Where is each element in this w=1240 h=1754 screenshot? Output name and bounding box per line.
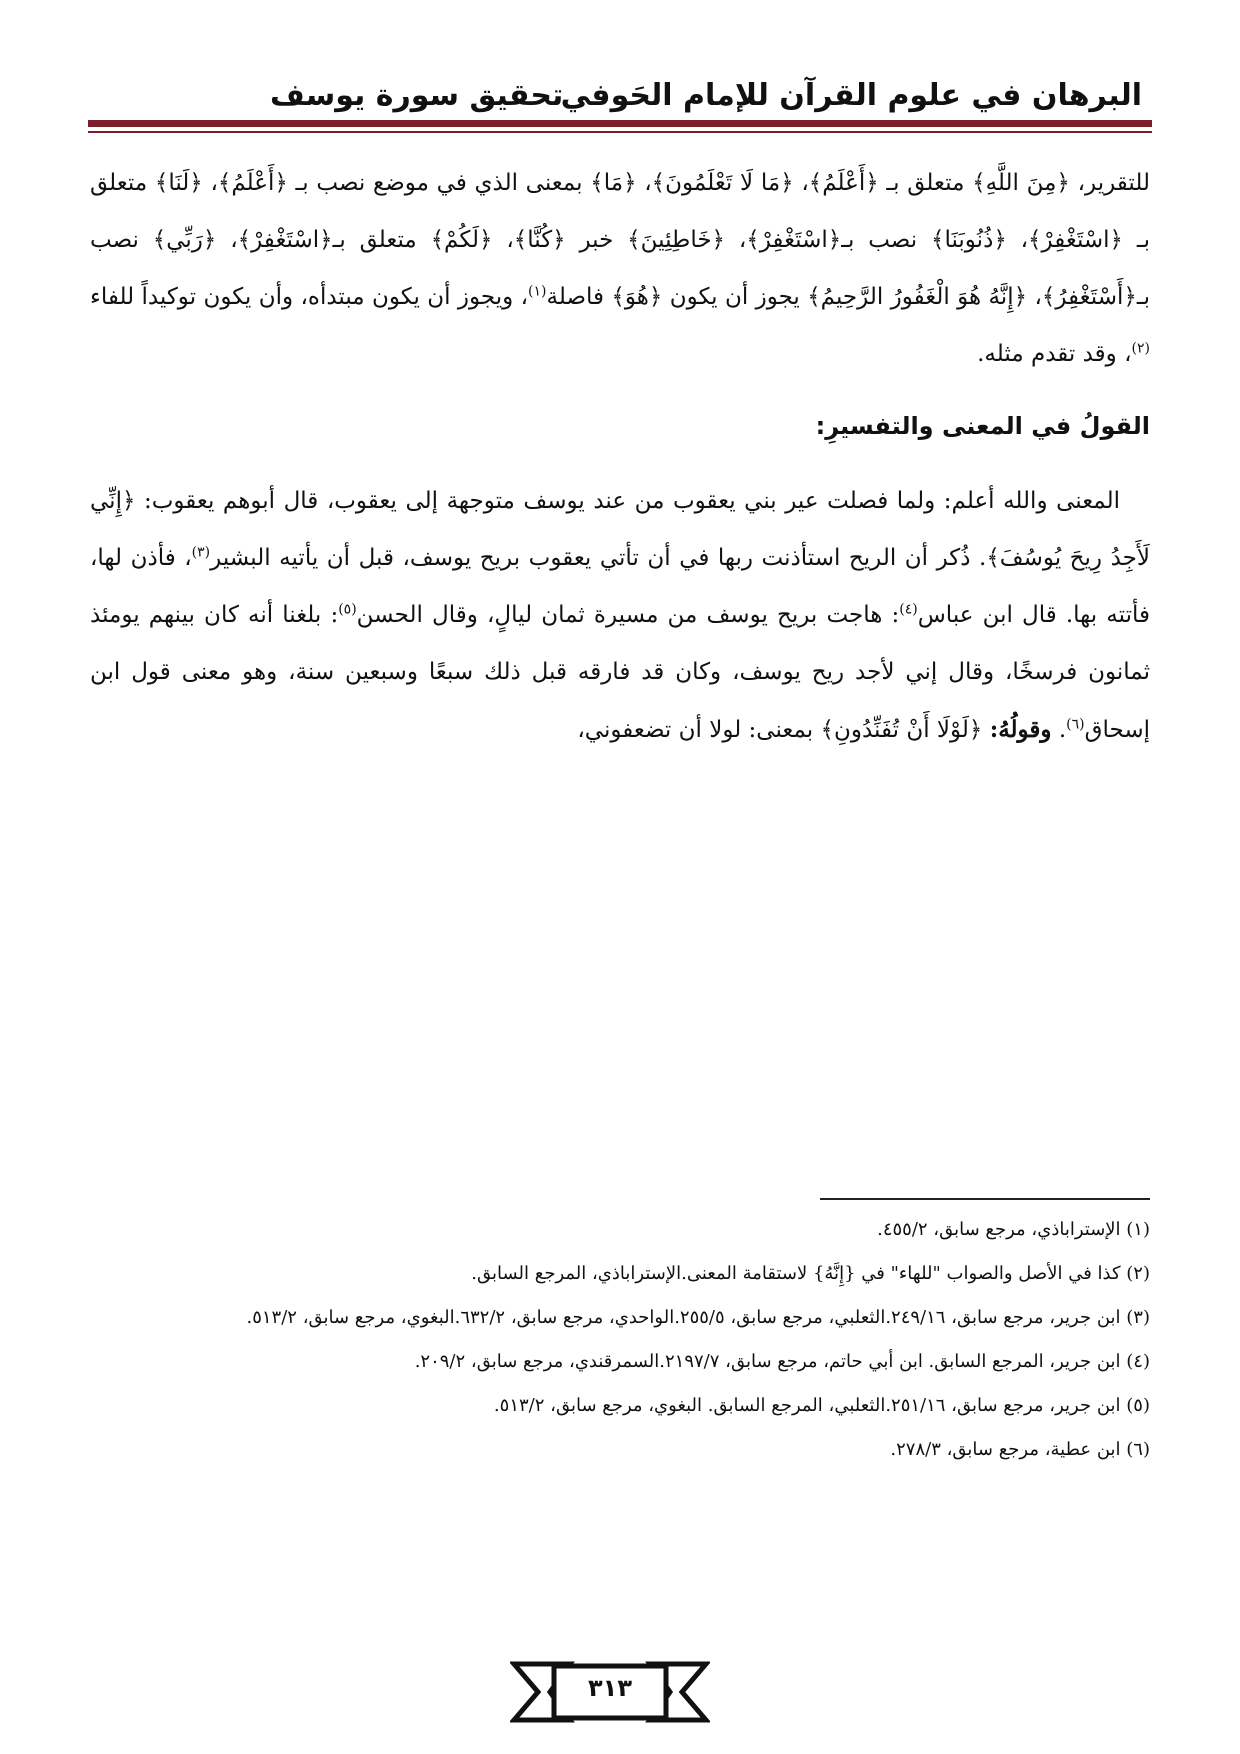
paragraph-text: ، فأذن لها، فأتته بها. قال ابن عباس — [90, 545, 1150, 628]
book-title: البرهان في علوم القرآن للإمام الحَوفي — [560, 78, 1142, 113]
paragraph-text: للتقرير، ﴿مِنَ اللَّهِ﴾ متعلق بـ ﴿أَعْلَمُ﴾، ﴿مَا لَا تَعْلَمُونَ﴾، ﴿مَا﴾ بمعنى الذي في موضع نصب بـ ﴿أَعْلَمُ﴾، ﴿لَنَا﴾ متعلق بـ ﴿اسْتَغْفِرْ﴾، ﴿ذُنُوبَنَا﴾ نصب بـ﴿اسْتَغْفِرْ﴾، ﴿خَاطِئِينَ﴾ خبر ﴿كُنَّا﴾، ﴿لَكُمْ﴾ متعلق بـ﴿اسْتَغْفِرْ﴾، ﴿رَبِّي﴾ نصب بـ﴿أَسْتَغْفِرُ﴾، ﴿إِنَّهُ هُوَ الْغَفُورُ الرَّحِيمُ﴾ يجوز أن يكون ﴿هُوَ﴾ فاصلة — [90, 170, 1150, 310]
section-title: تحقيق سورة يوسف — [270, 78, 564, 113]
paragraph-text: . — [1051, 717, 1067, 743]
paragraph-text: ﴿لَوْلَا أَنْ تُفَنِّدُونِ﴾ بمعنى: لولا أن تضعفوني، — [577, 717, 990, 743]
footnote-item: (٤) ابن جرير، المرجع السابق. ابن أبي حاتم، مرجع سابق، ٢١٩٧/٧.السمرقندي، مرجع سابق، ٢٠٩/٢. — [414, 1351, 1150, 1372]
footnote-item: (٣) ابن جرير، مرجع سابق، ٢٤٩/١٦.الثعلبي، مرجع سابق، ٢٥٥/٥.الواحدي، مرجع سابق، ٦٣٢/٢.البغوي، مرجع سابق، ٥١٣/٢. — [246, 1307, 1150, 1328]
footnote-ref: (١) — [528, 283, 547, 300]
paragraph-text: المعنى والله أعلم: ولما فصلت عير بني يعقوب من عند يوسف متوجهة إلى يعقوب، قال أبوهم يعقوب: ﴿إِنِّي لَأَجِدُ رِيحَ يُوسُفَ﴾. ذُكر أن الريح استأذنت ربها في أن تأتي يعقوب بريح يوسف، قبل أن يأتيه البشير — [90, 488, 1150, 571]
footnote-item: (٥) ابن جرير، مرجع سابق، ٢٥١/١٦.الثعلبي، المرجع السابق. البغوي، مرجع سابق، ٥١٣/٢. — [493, 1395, 1150, 1416]
footnote-ref: (٢) — [1131, 340, 1150, 357]
header-rule-thick — [88, 120, 1152, 127]
page-number: ٣١٣ — [588, 1674, 632, 1702]
main-text — [90, 155, 1150, 759]
paragraph-text: ، وقد تقدم مثله. — [977, 341, 1132, 367]
footnote-ref: (٣) — [191, 544, 211, 561]
paragraph-text: : هاجت بريح يوسف من مسيرة ثمان ليالٍ، وقال الحسن — [356, 602, 900, 628]
running-header — [90, 72, 1150, 118]
section-heading: القولُ في المعنى والتفسيرِ: — [815, 412, 1150, 440]
paragraph-meaning — [90, 473, 1150, 759]
footnote-separator — [820, 1198, 1150, 1200]
footnote-ref: (٦) — [1066, 716, 1085, 733]
page-number-frame — [510, 1660, 710, 1724]
paragraph-text: ، ويجوز أن يكون مبتدأه، وأن يكون توكيداً للفاء — [90, 284, 529, 310]
keyword-bold: وقولُهُ: — [989, 716, 1052, 743]
header-rule-thin — [88, 131, 1152, 133]
footnote-ref: (٤) — [899, 601, 918, 618]
footnote-item: (١) الإستراباذي، مرجع سابق، ٤٥٥/٢. — [877, 1219, 1150, 1240]
footnote-ref: (٥) — [338, 601, 357, 618]
paragraph-text: : بلغنا أنه كان بينهم يومئذ ثمانون فرسخًا، وقال إني لأجد ريح يوسف، وكان قد فارقه قبل ذلك سبعًا وسبعين سنة، وهو معنى قول ابن إسحاق — [90, 602, 1150, 743]
footnote-item: (٢) كذا في الأصل والصواب "للهاء" في {إِنَّهُ} لاستقامة المعنى.الإستراباذي، المرجع السابق. — [471, 1263, 1150, 1284]
footnotes — [90, 1208, 1150, 1472]
paragraph-grammar — [90, 155, 1150, 383]
footnote-item: (٦) ابن عطية، مرجع سابق، ٢٧٨/٣. — [890, 1439, 1150, 1460]
